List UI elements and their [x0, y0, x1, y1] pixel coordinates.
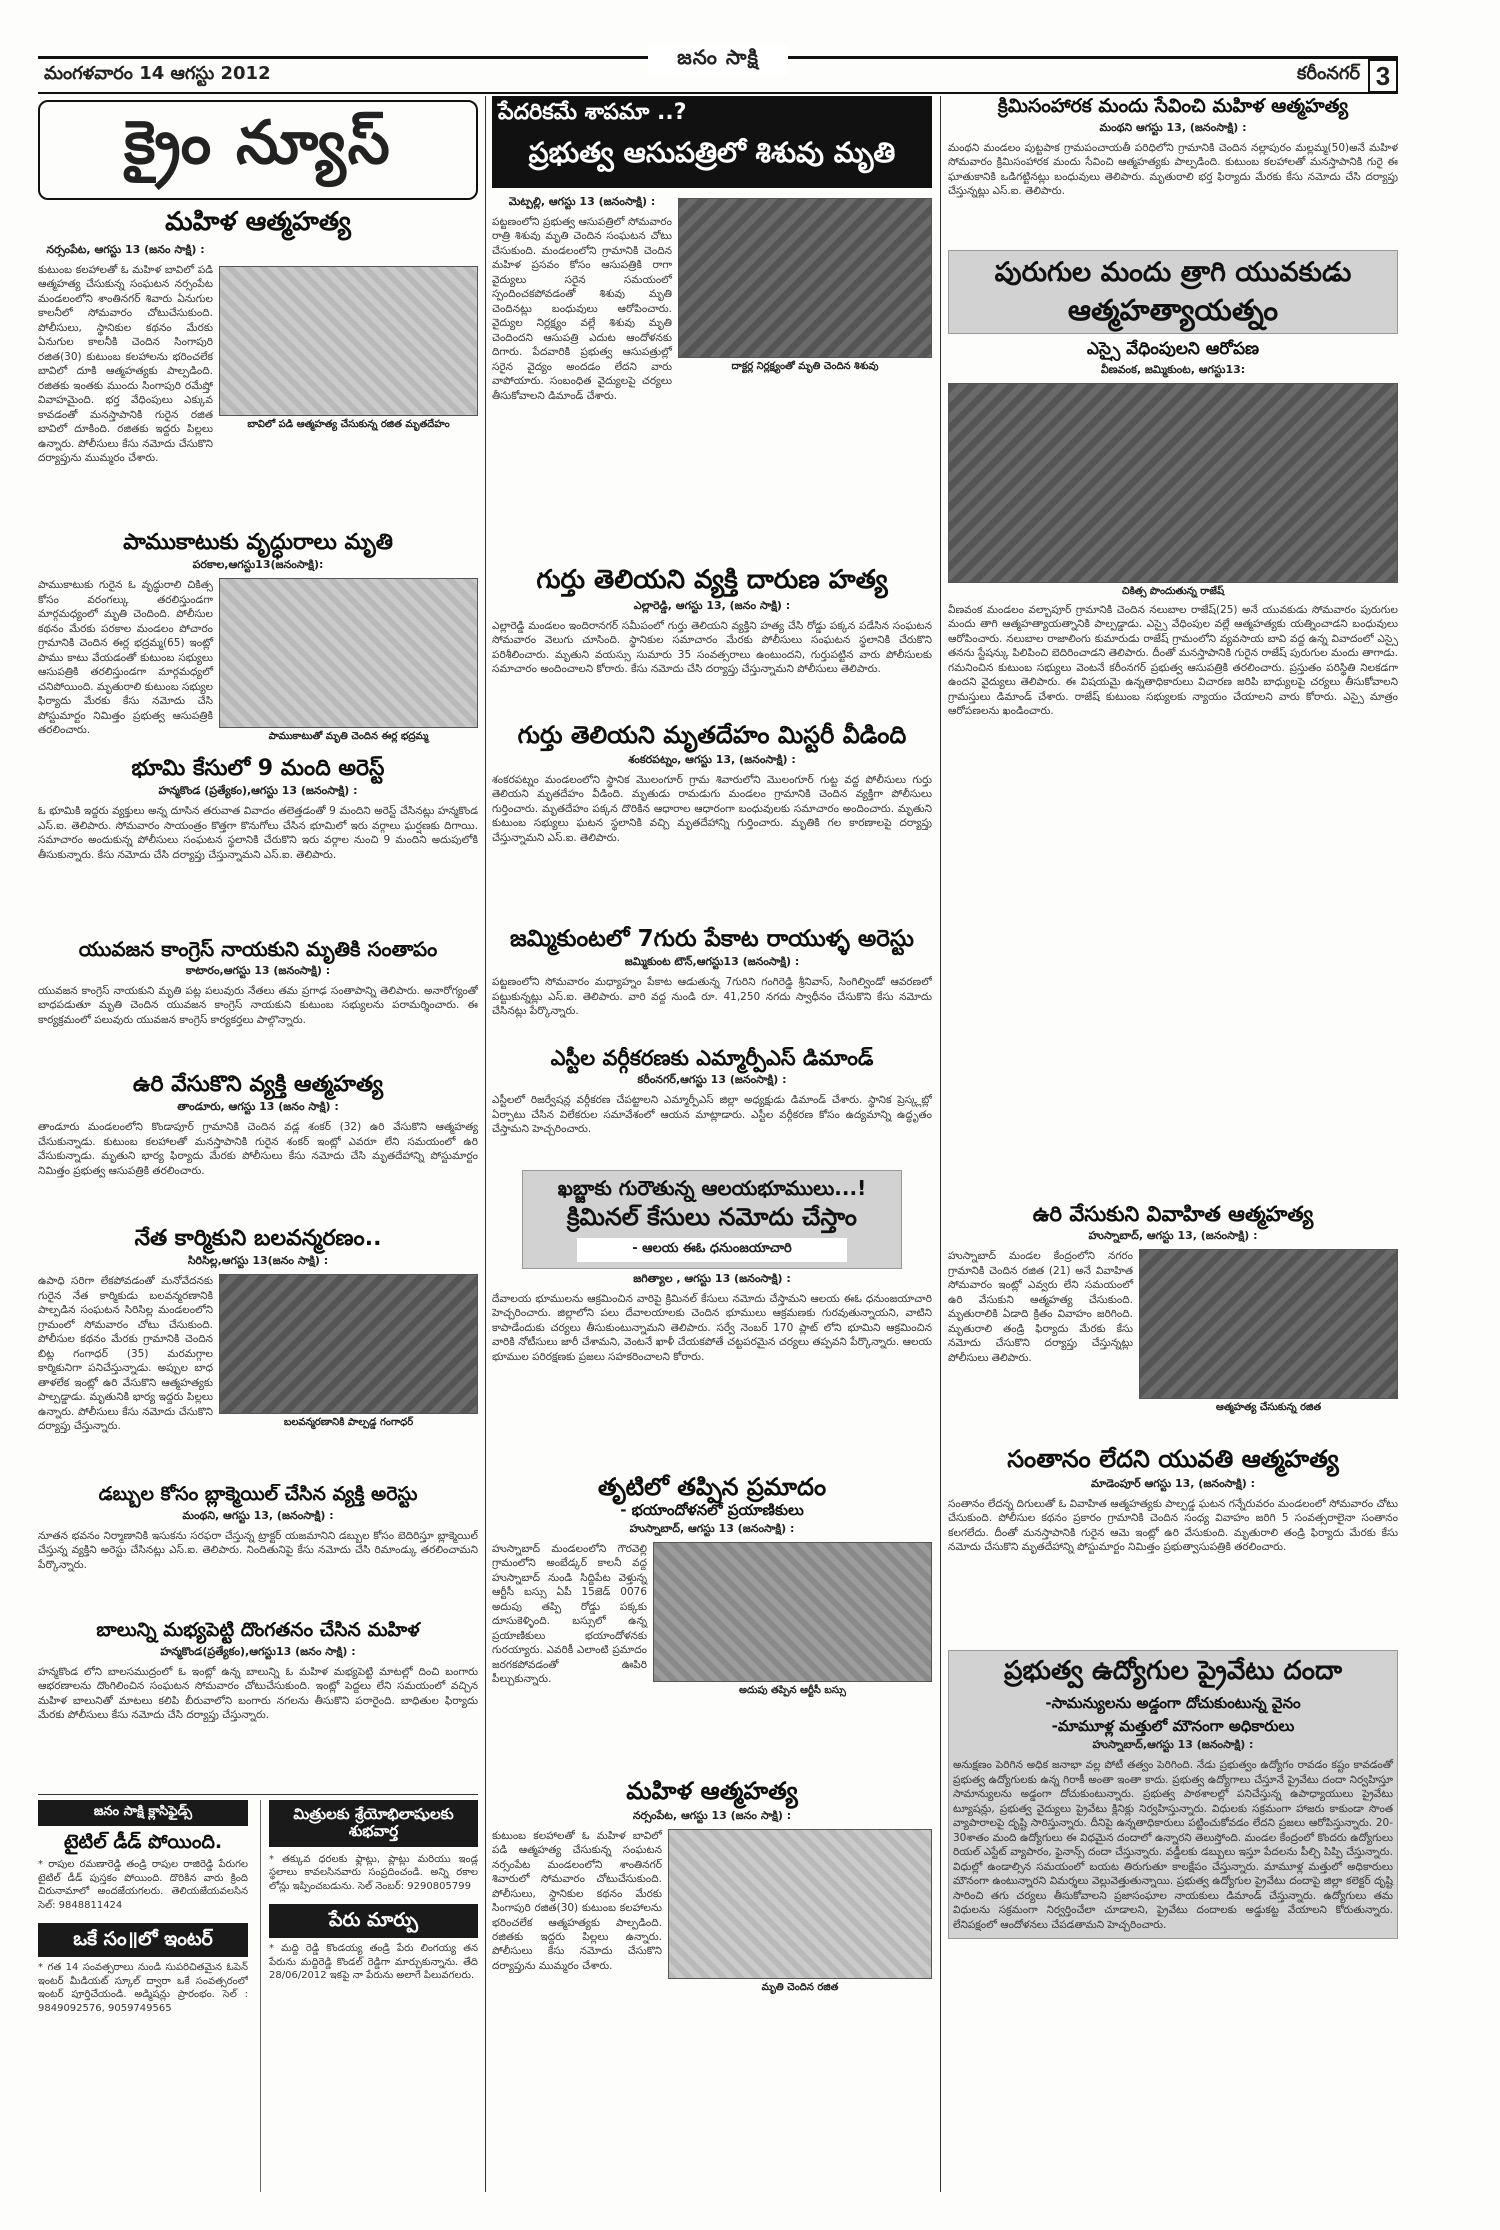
subheadline-2: -మామూళ్ల మత్తులో మౌనంగా అధికారులు	[1051, 1717, 1295, 1736]
headline: యువజన కాంగ్రెస్ నాయకుని మృతికి సంతాపం	[78, 938, 438, 961]
photo-victim	[1139, 1249, 1398, 1399]
article-body: వీణవంక మండలం వల్బాపూర్ గ్రామానికి చెందిన నలుబాల రాజేష్(25) అనే యువకుడు సోమవారం పురుగుల మందు తాగి ఆత్మహత్యాయత్నానికి పాల్పడ్డాడు. ఎస్సై వేధింపుల వల్లే ఆత్మహత్యకు యత్నించాడని బంధువులు ఆరోపించారు. నలుబాల రాజాలింగు కుమారుడు రాజేష్ గ్రామంలోని వ్యవసాయ బావి వద్ద ఉన్న వివాదంలో ఎస్సై తనను స్టేషన్కు పిలిపించి బెదిరించాడని తెలిపారు. దీంతో మనస్తాపానికి గురైన రాజేష్ పురుగుల మందు తాగాడు. గమనించిన కుటుంబ సభ్యులు వెంటనే కరీంనగర్ ప్రభుత్వ ఆసుపత్రికి తరలించారు. ప్రస్తుతం పరిస్థితి నిలకడగా ఉందని వైద్యులు తెలిపారు. ఈ విషయమై ఉన్నతాధికారులు విచారణ జరిపి బాధ్యులపై చర్యలు తీసుకోవాలని గ్రామస్తులు డిమాండ్ చేశారు. రాజేష్ కుటుంబ సభ్యులకు న్యాయం చేయాలని వారు కోరారు. ఎస్సై మాత్రం ఆరోపణలను ఖండించారు.	[948, 603, 1398, 718]
article-weaver	[38, 1226, 478, 1480]
ad-title: టైటిల్ డీడ్ పోయింది.	[63, 1831, 223, 1853]
classifieds-left	[38, 1800, 248, 2192]
article-pesticide-woman	[948, 96, 1398, 246]
dateline: కాటారం,ఆగస్టు 13 (జనంసాక్షి) :	[185, 964, 331, 977]
headline: నేత కార్మికుని బలవన్మరణం..	[134, 1226, 382, 1251]
article-condolence	[38, 938, 478, 1068]
dateline: కరీంనగర్,ఆగస్టు 13 (జనంసాక్షి) :	[637, 1073, 787, 1087]
kicker: పేదరికమే శాపమా ..?	[498, 100, 687, 125]
headline: ఉరి వేసుకుని వివాహిత ఆత్మహత్య	[1032, 1202, 1314, 1226]
dateline: శంకరపట్నం, ఆగస్టు 13, (జనంసాక్షి) :	[628, 752, 796, 766]
photo-infant	[678, 198, 932, 358]
column-middle	[492, 96, 932, 2192]
photo-caption: బావిలో పడి ఆత్మహత్య చేసుకున్న రజిత మృతదేహం	[247, 418, 450, 430]
byline: - ఆలయ ఈఓ ధనుంజయాచారి	[577, 1238, 847, 1262]
photo-bus	[653, 1542, 932, 1682]
article-body: హన్మకొండ లోని బాలసముద్రంలో ఓ ఇంట్లో ఉన్న బాలున్ని ఓ మహిళ మభ్యపెట్టి మాటల్లో దించి బంగారు ఆభరణాలను దొంగిలించిన సంఘటన సోమవారం చోటుచేసుకుంది. ఇంట్లో పెద్దలు లేని సమయంలో వచ్చిన మహిళ బాలునితో మాటలు కలిపి బీరువాలోని బంగారు నగలను తీసుకొని పరారైంది. బాధితుల ఫిర్యాదు మేరకు పోలీసులు కేసు నమోదు చేసి దర్యాప్తు చేస్తున్నారు.	[38, 1665, 478, 1722]
dateline: మాడెంపూర్ ఆగస్టు 13, (జనంసాక్షి) :	[1090, 1476, 1256, 1490]
classifieds-brand: జనం సాక్షి క్లాసిఫైడ్స్	[38, 1800, 248, 1826]
headline: ప్రభుత్వ ఉద్యోగుల ప్రైవేటు దందా	[1003, 1656, 1343, 1686]
dateline: హన్మకొండ (ప్రత్యేకం),ఆగస్టు 13 (జనంసాక్షి) :	[158, 784, 358, 798]
dateline: నర్సంపేట, ఆగస్టు 13 (జనం సాక్షి) :	[632, 1808, 792, 1822]
subheadline: - భయాందోళనలో ప్రయాణికులు	[620, 1500, 804, 1519]
dateline: మంథని ఆగస్టు 13, (జనంసాక్షి) :	[1099, 120, 1247, 134]
article-murder	[492, 566, 932, 716]
article-body: దేవాలయ భూములను ఆక్రమించిన వారిపై క్రిమినల్ కేసులు నమోదు చేస్తామని ఆలయ ఈఓ ధనుంజయాచారి హెచ్చరించారు. జిల్లాలోని పలు దేవాలయాలకు చెందిన భూములు ఆక్రమణకు గురవుతున్నాయని, వాటిని కాపాడేందుకు చర్యలు తీసుకుంటున్నామని తెలిపారు. సర్వే నెంబర్ 170 ప్లాట్ లోని భూమిని ఆక్రమించిన వారికి నోటీసులు జారీ చేశామని, వెంటనే ఖాళీ చేయకపోతే చట్టపరమైన చర్యలు తప్పవని పేర్కొన్నారు. ఆలయ భూముల పరిరక్షణకు ప్రజలు సహకరించాలని కోరారు.	[492, 1292, 932, 1363]
headline-box	[948, 250, 1398, 334]
logo-text: క్రైం న్యూస్	[38, 100, 478, 200]
headline: పురుగుల మందు త్రాగి యువకుడు	[994, 257, 1352, 288]
article-body: యువజన కాంగ్రెస్ నాయకుని మృతి పట్ల పలువురు నేతలు తమ ప్రగాఢ సంతాపాన్ని తెలిపారు. అనారోగ్యంతో బాధపడుతూ మృతి చెందిన యువజన కాంగ్రెస్ నాయకుని కుటుంబ సభ్యులను పరామర్శించారు. ఈ కార్యక్రమంలో పలువురు యువజన కాంగ్రెస్ కార్యకర్తలు పాల్గొన్నారు.	[38, 985, 478, 1026]
article-gamblers	[492, 926, 932, 1042]
headline: బాలున్ని మభ్యపెట్టి దొంగతనం చేసిన మహిళ	[96, 1620, 420, 1641]
photo-patient	[948, 383, 1398, 583]
article-childless	[948, 1446, 1398, 1646]
crime-news-logo	[38, 96, 478, 204]
article-body: ఎల్లారెడ్డి మండలం ఇందిరానగర్ సమీపంలో గుర్తు తెలియని వ్యక్తిని హత్య చేసి రోడ్డు పక్కన పడేసిన సంఘటన సోమవారం వెలుగు చూసింది. స్థానికుల సమాచారం మేరకు పోలీసులు సంఘటన స్థలానికి చేరుకొని పరిశీలించారు. మృతుని వయస్సు సుమారు 35 సంవత్సరాలు ఉంటుందని, గుర్తుపట్టిన వారు పోలీసులకు సమాచారం అందించాలని కోరారు. కేసు నమోదు చేసి దర్యాప్తు చేస్తున్నామని పోలీసులు తెలిపారు.	[492, 619, 932, 676]
photo-victim	[219, 578, 478, 728]
dateline: హుస్నాబాద్, ఆగస్టు 13 (జనంసాక్షి) :	[629, 1521, 795, 1535]
section-label	[1297, 59, 1398, 93]
masthead: జనం సాక్షి	[648, 45, 788, 75]
divider	[38, 1794, 478, 1796]
article-bus-accident	[492, 1474, 932, 1774]
column-rule	[485, 96, 486, 2192]
dateline: జగిత్యాల , ఆగస్టు 13 (జనంసాక్షి) :	[633, 1271, 791, 1285]
photo-victim	[219, 266, 478, 416]
photo-caption: ఆత్మహత్య చేసుకున్న రజిత	[1215, 1402, 1322, 1414]
page-header	[38, 45, 1398, 94]
photo-victim	[668, 1829, 932, 1979]
photo-victim	[219, 1274, 478, 1414]
article-body: కుటుంబ కలహాలతో ఓ మహిళ బావిలో పడి ఆత్మహత్య చేసుకున్న సంఘటన నర్సంపేట మండలంలోని శాంతినగర్ శివారులో సోమవారం చోటుచేసుకుంది. పోలీసులు, స్థానికుల కథనం మేరకు సింగాపురి రజిత(30) కుటుంబ కలహాలను భరించలేక ఆత్మహత్యకు పాల్పడింది. రజితకు ఇద్దరు పిల్లలు ఉన్నారు. పోలీసులు కేసు నమోదు చేసుకొని దర్యాప్తును ముమ్మరం చేశారు.	[492, 1829, 662, 1972]
headline-line2: ఆత్మహత్యాయత్నం	[1067, 293, 1279, 328]
article-theft	[38, 1620, 478, 1790]
ad-body: * గత 14 సంవత్సరాలు నుండి సుపరిచితమైన ఓపెన్ ఇంటర్ మీడియట్ స్కూల్ ద్వారా ఒకే సంవత్సరంలో ఇంటర్ పూర్తిచేయండి. అడ్మిషన్లు ప్రారంభం. సెల్ : 9849092576, 9059749565	[38, 1961, 248, 2015]
article-body-mystery	[492, 722, 932, 922]
article-body: కుటుంబ కలహాలతో ఓ మహిళ బావిలో పడి ఆత్మహత్య చేసుకున్న సంఘటన నర్సంపేట మండలంలోని శాంతినగర్ శివారు ఏనుగుల కాలనీలో సోమవారం చోటుచేసుకుంది. పోలీసులు, స్థానికుల కథనం మేరకు ఏనుగుల కాలనీకి చెందిన సింగాపురి రజిత(30) కుటుంబ కలహాలను భరించలేక బావిలో దూకి ఆత్మహత్యకు పాల్పడింది. రజితకు ఇంతకు ముందు సింగాపురి రమేష్తో వివాహమైంది. భర్త వేధింపులు ఎక్కువ కావడంతో మనస్తాపానికి గురైన రజిత బావిలో దూకింది. రజితకు ఇద్దరు పిల్లలు ఉన్నారు. పోలీసులు కేసు నమోదు చేసుకొని దర్యాప్తును ముమ్మరం చేశారు.	[38, 263, 213, 465]
article-snakebite	[38, 530, 478, 752]
article-body: పాముకాటుకు గురైన ఓ వృద్ధురాలి చికిత్స కోసం వరంగల్కు తరలిస్తుండగా మార్గమధ్యంలో మృతి చెందింది. పోలీసుల కథనం మేరకు పరకాల మండలం పోచారం గ్రామానికి చెందిన ఈర్ల భద్రమ్మ(65) ఇంట్లో పాము కాటు వేయడంతో కుటుంబ సభ్యులు ఆసుపత్రికి తరలిస్తుండగా మార్గమధ్యలో చనిపోయింది. మృతురాలి కుటుంబ సభ్యుల ఫిర్యాదు మేరకు కేసు నమోదు చేసి పోస్టుమార్టం నిమిత్తం ప్రభుత్వ ఆసుపత్రికి తరలించారు.	[38, 579, 213, 737]
article-body: హుస్నాబాద్ మండలంలోని గౌరవెల్లి గ్రామంలోని అంబేడ్కర్ కాలనీ వద్ద హుస్నాబాద్ నుండి సిద్దిపేట వెళ్తున్న ఆర్టీసీ బస్సు ఏపీ 15జెడ్ 0076 అదుపు తప్పి రోడ్డు పక్కకు దూసుకెళ్ళింది. బస్సులో ఉన్న ప్రయాణికులు భయాందోళనకు గురయ్యారు. ఎవరికీ ఎలాంటి ప్రమాదం జరగకపోవడంతో ఊపిరి పీల్చుకున్నారు.	[492, 1542, 647, 1686]
dateline: నర్సంపేట, ఆగస్టు 13 (జనం సాక్షి) :	[46, 242, 205, 256]
article-body: మంథని మండలం పుట్టపాక గ్రామపంచాయతీ పరిధిలోని గ్రామానికి చెందిన నల్లాపురం మల్లమ్మ(50)అనే మహిళ సోమవారం క్రిమిసంహారక మందు సేవించి ఆత్మహత్యకు పాల్పడింది. కుటుంబ కలహాలతో మనస్తాపానికి గురై ఈ ఘాతుకానికి ఒడిగట్టినట్లు బంధువులు తెలిపారు. మృతురాలి భర్త ఫిర్యాదు మేరకు కేసు నమోదు చేసి దర్యాప్తు చేస్తున్నట్లు ఎస్.ఐ. తెలిపారు.	[948, 141, 1398, 198]
article-st-classification	[492, 1046, 932, 1166]
article-body: శంకరపట్నం మండలంలోని స్థానిక మొలంగూర్ గ్రామ శివారులోని మొలంగూర్ గుట్ట వద్ద పోలీసులు గుర్తు తెలియని మృతదేహం వీడింది. మృతుడు రామడుగు మండలం గ్రామానికి చెందిన వ్యక్తిగా పోలీసులు గుర్తించారు. మృతదేహం పక్కన దొరికిన ఆధారాల ఆధారంగా బంధువులకు సమాచారం అందించారు. మృతుని కుటుంబ సభ్యులు ఘటన స్థలానికి వచ్చి మృతదేహాన్ని గుర్తించారు. మృతికి గల కారణాలపై దర్యాప్తు చేస్తున్నామని ఎస్.ఐ. తెలిపారు.	[492, 773, 932, 844]
page-number: 3	[1368, 59, 1398, 93]
headline: జమ్మికుంటలో 7గురు పేకాట రాయుళ్ళ అరెస్టు	[509, 926, 915, 952]
subheadline: ఎస్సై వేధింపులని ఆరోపణ	[1086, 339, 1260, 360]
headline: డబ్బుల కోసం బ్లాక్మెయిల్ చేసిన వ్యక్తి అరెస్టు	[98, 1484, 418, 1505]
headline: సంతానం లేదని యువతి ఆత్మహత్య	[1007, 1446, 1339, 1473]
column-right	[948, 96, 1398, 2192]
article-blackmail	[38, 1484, 478, 1616]
dateline: జమ్మికుంట టౌన్,ఆగస్టు13 (జనంసాక్షి) :	[624, 955, 800, 969]
article-body: నూతన భవనం నిర్మాణానికి ఇసుకను సరఫరా చేస్తున్న ట్రాక్టర్ యజమానిని డబ్బుల కోసం బెదిరిస్తూ బ్లాక్మెయిల్ చేస్తున్న వ్యక్తిని అరెస్టు చేసినట్లు ఎస్.ఐ. తెలిపారు. నిందితునిపై కేసు నమోదు చేసి రిమాండ్కు తరలించామని పేర్కొన్నారు.	[38, 1529, 478, 1571]
ad-title: ఒకే సం॥లో ఇంటర్	[38, 1923, 248, 1957]
ad-title: మిత్రులకు శ్రేయోభిలాషులకు శుభవార్త	[269, 1800, 478, 1847]
photo-caption: బలవన్మరణానికి పాల్పడ్డ గంగాధర్	[283, 1417, 414, 1429]
headline: గుర్తు తెలియని వ్యక్తి దారుణ హత్య	[536, 566, 888, 595]
article-govt-employees	[948, 1650, 1398, 2192]
headline: ఎస్టీల వర్గీకరణకు ఎమ్మార్పీఎస్ డిమాండ్	[550, 1046, 874, 1070]
article-married-woman	[948, 1202, 1398, 1442]
headline-box	[522, 1170, 902, 1269]
headline-box	[948, 1650, 1398, 1939]
ad-body: * మద్ది రెడ్డి కొండయ్య తండ్రి పేరు లింగయ్య తన పేరును మద్దిరెడ్డి కొండల్ రెడ్డిగా మార్చుకున్నాను. తేది 28/06/2012 ఇకపై నా పేరును అలాగే పిలువగలరు.	[269, 1942, 478, 1982]
photo-caption: పాముకాటుతో మృతి చెందిన ఈర్ల భద్రమ్మ	[268, 731, 429, 743]
section-name: కరీంనగర్	[1297, 63, 1360, 84]
article-body: పట్టణంలోని ప్రభుత్వ ఆసుపత్రిలో సోమవారం రాత్రి శిశువు మృతి చెందిన సంఘటన చోటు చేసుకుంది. మండలంలోని గ్రామానికి చెందిన మహిళ ప్రసవం కోసం ఆసుపత్రికి రాగా వైద్యులు సరైన సమయంలో స్పందించకపోవడంతో శిశువు మృతి చెందినట్లు బంధువులు ఆరోపించారు. వైద్యుల నిర్లక్ష్యం వల్లే శిశువు మృతి చెందిందని ఆసుపత్రి ఎదుట ఆందోళనకు దిగారు. పేదవారికి ప్రభుత్వ ఆసుపత్రుల్లో సరైన వైద్యం అందడం లేదని వారు వాపోయారు. సంబంధిత వైద్యులపై చర్యలు తీసుకోవాలని డిమాండ్ చేశారు.	[492, 216, 672, 402]
headline: పాముకాటుకు వృద్ధురాలు మృతి	[123, 530, 393, 555]
lead-banner	[492, 96, 932, 188]
article-infant-death	[492, 192, 932, 582]
dateline: ఎల్లారెడ్డి, ఆగస్టు 13, (జనం సాక్షి) :	[633, 598, 791, 612]
ad-body: * రాపుల రమణారెడ్డి తండ్రి రాపుల రాజిరెడ్డి పేరుగల టైటిల్ డీడ్ పుస్తకం పోయింది. దొరికిన వారు క్రింది చిరునామాలో అందజేయగలరు. తెలియజేయవలసిన సెల్: 9848811424	[38, 1858, 248, 1912]
photo-caption: చికిత్స పొందుతున్న రాజేష్	[1121, 585, 1225, 597]
article-body: ఎస్టీలలో రిజర్వేషన్ల వర్గీకరణ చేపట్టాలని ఎమ్మార్పీఎస్ జిల్లా అధ్యక్షుడు డిమాండ్ చేశారు. స్థానిక ప్రెస్క్లబ్లో ఏర్పాటు చేసిన విలేకరుల సమావేశంలో ఆయన మాట్లాడారు. ఎస్టీల వర్గీకరణ కోసం ఉద్యమాన్ని ఉద్ధృతం చేస్తామని హెచ్చరించారు.	[492, 1094, 932, 1136]
dateline: సిరిసిల్ల,ఆగస్టు 13(జనం సాక్షి) :	[187, 1254, 329, 1268]
headline: ఉరి వేసుకొని వ్యక్తి ఆత్మహత్య	[132, 1072, 384, 1097]
dateline: హన్మకొండ(ప్రత్యేకం),ఆగస్టు13 (జనం సాక్షి) :	[160, 1644, 356, 1658]
dateline: పరకాల,ఆగస్టు13(జనంసాక్షి):	[192, 558, 324, 572]
column-rule	[940, 96, 941, 2192]
dateline: హుస్నాబాద్, ఆగస్టు 13, (జనంసాక్షి) :	[1088, 1229, 1258, 1243]
dateline: హుస్నాబాద్,ఆగస్టు 13 (జనంసాక్షి) :	[1092, 1738, 1254, 1752]
headline: ప్రభుత్వ ఆసుపత్రిలో శిశువు మృతి	[528, 136, 896, 169]
article-body: ఓ భూమికి ఇద్దరు వ్యక్తులు అన్న దూసిన తరువాత వివాదం తలెత్తడంతో 9 మందిని అరెస్ట్ చేసినట్లు హన్మకొండ ఎస్.ఐ. తెలిపారు. సోమవారం సాయంత్రం కొత్తగా కొనుగోలు చేసిన భూమిలో ఇరు వర్గాలు ఘర్షణకు దిగాయి. సమాచారం అందుకున్న పోలీసులు సంఘటన స్థలానికి చేరుకొని ఇరు వర్గాల నుంచి 9 మందిని అదుపులోకి తీసుకున్నారు. కేసు నమోదు చేసి దర్యాప్తు చేస్తున్నామని ఎస్.ఐ. తెలిపారు.	[38, 805, 478, 861]
article-body: ఉపాధి సరిగా లేకపోవడంతో మనోవేదనకు గురైన నేత కార్మికుడు బలవన్మరణానికి పాల్పడిన సంఘటన సిరిసిల్ల మండలంలోని గ్రామంలో సోమవారం చోటు చేసుకుంది. పోలీసుల కథనం మేరకు గ్రామానికి చెందిన బిట్ల గంగాధర్ (35) మరమగ్గాల కార్మికునిగా పనిచేస్తున్నాడు. అప్పుల బాధ తాళలేక ఇంట్లో ఉరి వేసుకొని ఆత్మహత్యకు పాల్పడ్డాడు. మృతునికి భార్య ఇద్దరు పిల్లలు ఉన్నారు. పోలీసులు కేసు నమోదు చేసుకొని దర్యాప్తు చేస్తున్నారు.	[38, 1275, 213, 1433]
issue-date: మంగళవారం 14 ఆగస్టు 2012	[44, 63, 271, 84]
headline: ఖబ్జాకు గురౌతున్న ఆలయభూములు...!	[557, 1176, 867, 1200]
article-body: సంతానం లేదన్న దిగులుతో ఓ వివాహిత ఆత్మహత్యకు పాల్పడ్డ ఘటన గన్నేరువరం మండలంలో సోమవారం చోటు చేసుకుంది. పోలీసుల కథనం ప్రకారం గ్రామానికి చెందిన సంధ్య వివాహం జరిగి 5 సంవత్సరాలైనా సంతానం కలగలేదు. దీంతో మనస్తాపానికి గురైన ఆమె ఇంట్లో ఉరి వేసుకుంది. మృతురాలి తండ్రి ఫిర్యాదు మేరకు కేసు నమోదు చేసుకొని మృతదేహాన్ని పోస్టుమార్టం నిమిత్తం ప్రభుత్వాసుపత్రికి తరలించారు.	[948, 1497, 1398, 1554]
article-body: పట్టణంలోని సోమవారం మధ్యాహ్నం పేకాట ఆడుతున్న 7గురిని గంగిరెడ్డి శ్రీనివాస్, సింగిల్విండో ఆవరణలో పట్టుకున్నట్లు ఎస్.ఐ. తెలిపారు. వారి వద్ద నుండి రూ. 41,250 నగదు స్వాధీనం చేసుకొని కేసు నమోదు చేసినట్లు పేర్కొన్నారు.	[492, 976, 932, 1018]
dateline: మంథని, ఆగస్టు 13, (జనంసాక్షి) :	[182, 1508, 334, 1522]
article-youth-attempt	[948, 250, 1398, 1200]
article-temple-lands	[492, 1170, 932, 1470]
article-land-case	[38, 756, 478, 934]
article-body: హుస్నాబాద్ మండల కేంద్రంలోని నగరం గ్రామానికి చెందిన రజిత (21) అనే వివాహిత సోమవారం ఇంట్లో ఎవ్వరు లేని సమయంలో ఉరి వేసుకుని ఆత్మహత్య చేసుకుంది. మృతురాలికి ఏడాది క్రితం వివాహం జరిగింది. మృతురాలి తండ్రి ఫిర్యాదు మేరకు కేసు నమోదు చేసుకొని దర్యాప్తు చేస్తున్నట్లు పోలీసులు తెలిపారు.	[948, 1250, 1133, 1364]
subheadline-1: -సామన్యులను అడ్డంగా దోచుకుంటున్న వైనం	[1045, 1693, 1301, 1712]
dateline: మెట్పల్లి, ఆగస్టు 13 (జనంసాక్షి) :	[508, 195, 656, 208]
ad-body: * తక్కువ ధరలకు ఫ్లాట్లు, ప్లాట్లు మరియు ఇండ్ల స్థలాలు కావలసినవారు సంప్రదించండి. అన్ని రకాల లోన్లు ఇప్పించబడును. సెల్ నెంబర్: 9290805799	[269, 1853, 478, 1893]
classifieds-right	[260, 1800, 478, 2192]
ad-title: పేరు మార్పు	[269, 1904, 478, 1938]
headline: తృటిలో తప్పిన ప్రమాదం	[597, 1474, 827, 1501]
article-body: తాండూరు మండలంలోని కొండాపూర్ గ్రామానికి చెందిన వడ్ల శంకర్ (32) ఉరి వేసుకొని ఆత్మహత్య చేసుకున్నాడు. కుటుంబ కలహాలతో మనస్తాపానికి గురైన శంకర్ ఇంట్లో ఎవరూ లేని సమయంలో ఉరి వేసుకున్నాడు. మృతుని భార్య ఫిర్యాదు మేరకు పోలీసులు కేసు నమోదు చేసి మృతదేహాన్ని పోస్టుమార్టం నిమిత్తం ప్రభుత్వ ఆసుపత్రికి తరలించారు.	[38, 1121, 478, 1177]
dateline: తాండూరు, ఆగస్టు 13 (జనం సాక్షి) :	[177, 1100, 339, 1114]
photo-caption: అదుపు తప్పిన ఆర్టీసీ బస్సు	[738, 1684, 846, 1696]
dateline: వీణవంక, జమ్మికుంట, ఆగస్టు13:	[1100, 362, 1246, 376]
headline: మహిళ ఆత్మహత్య	[626, 1778, 798, 1805]
headline-line2: క్రిమినల్ కేసులు నమోదు చేస్తాం	[567, 1203, 857, 1231]
article-woman-suicide	[38, 208, 478, 528]
headline: మహిళ ఆత్మహత్య	[165, 208, 351, 237]
article-body: అనుక్షణం పెరిగిన అధిక జనాభా వల్ల పోటీ తత్వం పెరిగింది. నేడు ప్రభుత్వం ఉద్యోగం రావడం కష్టం కావడంతో ప్రభుత్వ ఉద్యోగులకు ఉన్న గిరాకీ అంతా ఇంతా కాదు. ప్రభుత్వ ఉద్యోగాలు చేస్తూనే ప్రైవేటు దందా నిర్వహిస్తూ సామాన్యులను అడ్డంగా దోచుకుంటున్నారు. ప్రభుత్వ పాఠశాలల్లో పనిచేస్తున్న ఉపాధ్యాయులు ప్రైవేటు ట్యూషన్లు, ప్రభుత్వ వైద్యులు ప్రైవేటు క్లినిక్లు నిర్వహిస్తున్నారు. విధులకు సక్రమంగా హాజరు కాకుండా సొంత వ్యాపారాలపై దృష్టి సారిస్తున్నారు. దీనిపై ఉన్నతాధికారులు పట్టించుకోవడం లేదని ప్రజలు ఆరోపిస్తున్నారు. 20-30శాతం మంది ఉద్యోగులు ఈ విధమైన దందాలో ఉన్నారని తెలుస్తోంది. మండల కేంద్రంలో కొందరు ఉద్యోగులు రియల్ ఎస్టేట్ వ్యాపారం, ఫైనాన్స్ దందా చేస్తున్నారు. వడ్డీలకు డబ్బులు ఇస్తూ పేదలను పీల్చి పిప్పి చేస్తున్నారు. విధుల్లో ఉండాల్సిన సమయంలో బయట తిరుగుతూ కాలక్షేపం చేస్తున్నారు. మామూళ్ల మత్తులో అధికారులు మౌనంగా ఉంటున్నారని విమర్శలు వెల్లువెత్తుతున్నాయి. ప్రభుత్వ ఉద్యోగుల ప్రైవేటు దందాపై జిల్లా కలెక్టర్ దృష్టి సారించి తగు చర్యలు తీసుకోవాలని ప్రజాసంఘాల నాయకులు డిమాండ్ చేస్తున్నారు. ఉద్యోగులు తమ విధులను సక్రమంగా నిర్వర్తించేలా చూడాలని, ప్రైవేటు దందాలకు అడ్డుకట్ట వేయాలని కోరుతున్నారు. లేనిపక్షంలో ఆందోళనలు చేపడతామని హెచ్చరించారు.	[953, 1759, 1393, 1931]
headline: భూమి కేసులో 9 మంది అరెస్ట్	[131, 756, 385, 781]
headline: క్రిమిసంహారక మందు సేవించి మహిళ ఆత్మహత్య	[997, 96, 1349, 117]
article-hanging	[38, 1072, 478, 1222]
column-left	[38, 96, 478, 2192]
photo-caption: దాక్టర్ల నిర్లక్ష్యంతో మృతి చెందిన శిశువు	[731, 361, 879, 372]
photo-caption: మృతి చెందిన రజిత	[761, 1981, 839, 1993]
article-woman-suicide-2	[492, 1778, 932, 2192]
headline: గుర్తు తెలియని మృతదేహం మిస్టరీ వీడింది	[517, 722, 907, 749]
